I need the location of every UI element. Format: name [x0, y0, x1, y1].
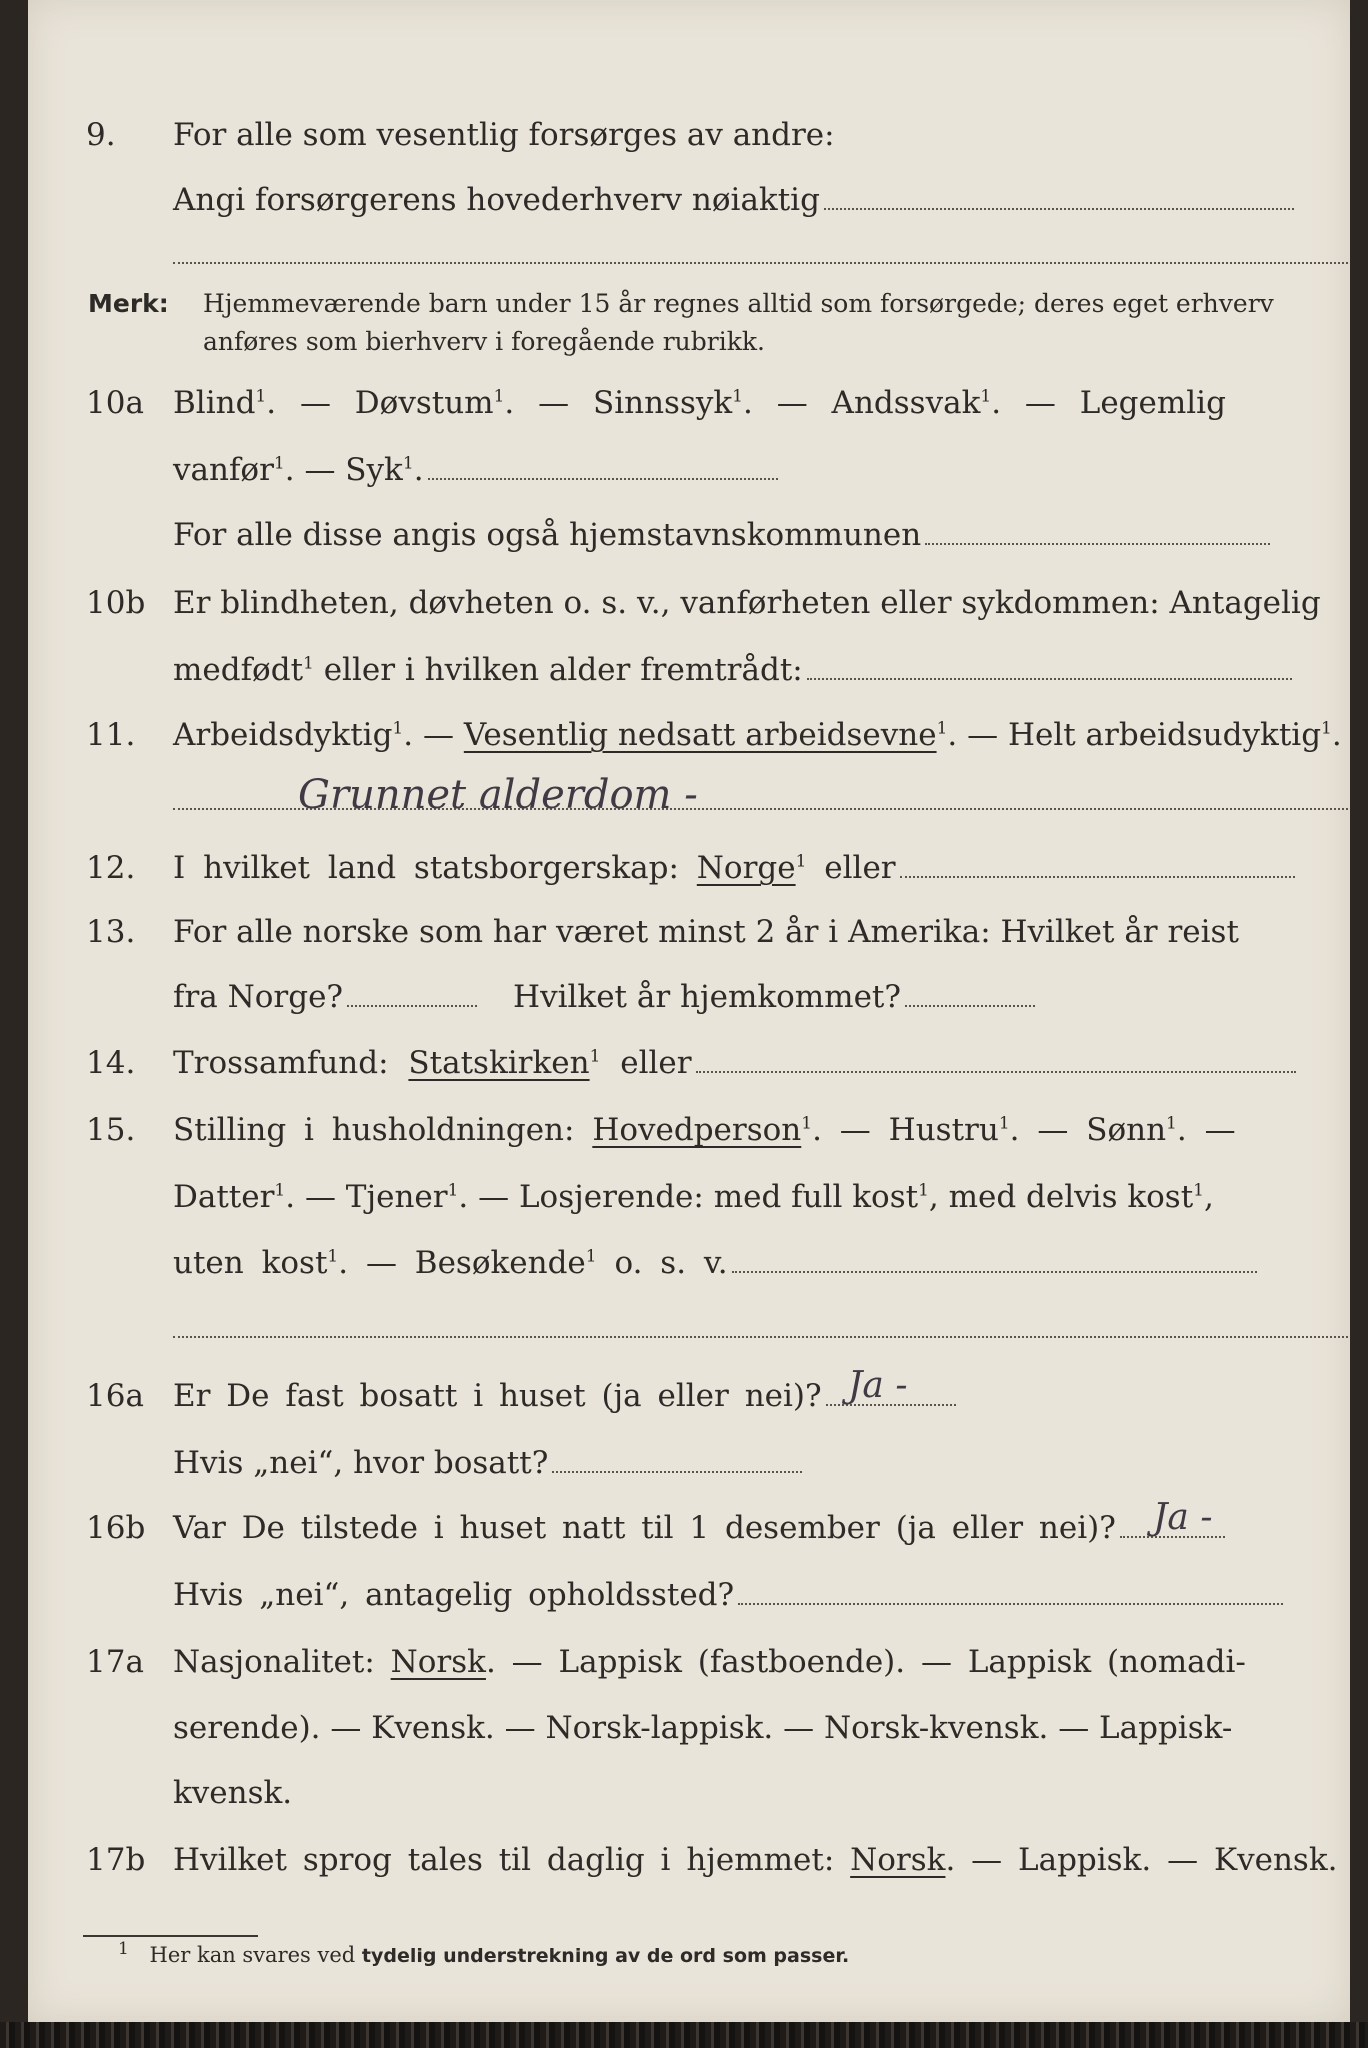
q16a-number: 16a [86, 1378, 144, 1414]
q17a-question: Nasjonalitet: [173, 1644, 391, 1680]
footnote-text-bold: tydelig understrekning av de ord som passer. [361, 1945, 850, 1967]
footnote-mark: 1 [801, 1113, 813, 1134]
footnote-mark: 1 [392, 718, 404, 739]
q14-eller: eller [600, 1045, 692, 1081]
q12-eller: eller [806, 850, 896, 886]
q15-osv: o. s. v. [596, 1245, 728, 1281]
footnote-mark: 1 [274, 1180, 286, 1201]
footnote-mark: 1 [447, 1180, 459, 1201]
footnote-mark: 1 [585, 1246, 597, 1267]
q12-answer-field[interactable] [900, 866, 1295, 878]
q16b-handwritten-answer: Ja - [1153, 1497, 1213, 1538]
option-vesentlig-nedsatt-selected: Vesentlig nedsatt arbeidsevne [463, 717, 937, 753]
q13-year-returned-field[interactable] [905, 995, 1035, 1007]
punct: . [413, 452, 424, 488]
footnote-mark: 1 [998, 1113, 1010, 1134]
footnote-mark: 1 [493, 386, 505, 407]
punct: , [1204, 1179, 1214, 1215]
footnote-mark: 1 [303, 653, 314, 674]
option-statskirken-selected: Statskirken [408, 1045, 590, 1081]
q14-number: 14. [86, 1045, 136, 1081]
q10b-age-question: eller i hvilken alder fremtrådt: [313, 652, 803, 688]
footnote-mark: 1 [402, 453, 414, 474]
footnote-mark: 1 [732, 386, 743, 407]
scan-edge-strip [0, 2022, 1368, 2048]
census-form-page [28, 0, 1350, 2022]
option-dovstum: . — Døvstum [266, 385, 494, 421]
q11-handwritten-answer: Grunnet alderdom - [298, 772, 698, 818]
option-blind: Blind [173, 385, 256, 421]
q14-answer-field[interactable] [696, 1061, 1296, 1073]
q9-number: 9. [86, 117, 116, 153]
q16b-number: 16b [86, 1510, 146, 1546]
q13-year-left-field[interactable] [347, 995, 477, 1007]
option-hustru: . — Hustru [812, 1112, 999, 1148]
option-sinnssyk: . — Sinnssyk [504, 385, 733, 421]
q11-number: 11. [86, 717, 136, 753]
q16a-where: Hvis „nei“, hvor bosatt? [173, 1445, 549, 1481]
q10b-question: Er blindheten, døvheten o. s. v., vanførheten eller sykdommen: Antagelig [173, 585, 1321, 621]
footnote-mark: 1 [255, 386, 267, 407]
q16a-where-field[interactable] [552, 1461, 802, 1473]
option-sonn: . — Sønn [1009, 1112, 1167, 1148]
option-arbeidsdyktig: Arbeidsdyktig [173, 717, 393, 753]
option-legemlig: . — Legemlig [991, 385, 1226, 421]
option-delvis-kost: , med delvis kost [928, 1179, 1194, 1215]
q17a-options: . — Lappisk (fastboende). — Lappisk (nomadi- [485, 1644, 1246, 1680]
q10a-home-municipality: For alle disse angis også hjemstavnskommunen [173, 517, 922, 553]
q9-answer-field[interactable] [824, 198, 1294, 210]
option-full-kost: . — Losjerende: med full kost [458, 1179, 919, 1215]
option-andssvak: . — Andssvak [743, 385, 981, 421]
option-datter: Datter [173, 1179, 275, 1215]
option-norsk-language-selected: Norsk [850, 1842, 946, 1878]
option-vanfor: vanfør [173, 452, 274, 488]
footnote-text: Her kan svares ved [149, 1943, 362, 1967]
q13-question: For alle norske som har været minst 2 år i Amerika: Hvilket år reist [173, 914, 1239, 950]
merk-line1: Hjemmeværende barn under 15 år regnes alltid som forsørgede; deres eget erhverv [203, 289, 1274, 318]
option-uten-kost: uten kost [173, 1245, 328, 1281]
q10a-answer-field[interactable] [428, 468, 778, 480]
option-helt-arbeidsudyktig: . — Helt arbeidsudyktig [947, 717, 1322, 753]
q15-number: 15. [86, 1112, 136, 1148]
option-besokende: . — Besøkende [338, 1245, 586, 1281]
footnote-mark: 1 [918, 1180, 929, 1201]
q17b-number: 17b [86, 1842, 146, 1878]
q17b-question: Hvilket sprog tales til daglig i hjemmet: [173, 1842, 851, 1878]
q13-year-left: fra Norge? [173, 979, 344, 1015]
footnote-mark: 1 [795, 851, 807, 872]
q12-number: 12. [86, 850, 136, 886]
q17a-number: 17a [86, 1644, 144, 1680]
footnote-mark: 1 [1193, 1180, 1204, 1201]
q16b-whereabouts-field[interactable] [738, 1593, 1283, 1605]
footnote-mark: 1 [327, 1246, 339, 1267]
q15-answer-field[interactable] [732, 1261, 1257, 1273]
option-norsk-selected: Norsk [390, 1644, 486, 1680]
q16b-whereabouts: Hvis „nei“, antagelig opholdssted? [173, 1577, 735, 1613]
footnote-mark: 1 [936, 718, 948, 739]
option-hovedperson-selected: Hovedperson [592, 1112, 802, 1148]
q12-question: I hvilket land statsborgerskap: [173, 850, 697, 886]
q15-answer-line2[interactable] [173, 1336, 1348, 1338]
footnote-mark: 1 [1321, 718, 1332, 739]
merk-line2: anføres som bierhverv i foregående rubrikk. [203, 327, 765, 356]
q16a-question: Er De fast bosatt i huset (ja eller nei)? [173, 1378, 822, 1414]
punct: . — [403, 717, 464, 753]
q9-provider-occupation: Angi forsørgerens hovederhverv nøiaktig [173, 182, 820, 218]
q17b-options: . — Lappisk. — Kvensk. [945, 1842, 1338, 1878]
option-medfodt: medfødt [173, 652, 304, 688]
option-tjener-losjerende: . — Tjener [285, 1179, 448, 1215]
q14-question: Trossamfund: [173, 1045, 409, 1081]
punct: . [1331, 717, 1342, 753]
q10b-number: 10b [86, 585, 146, 621]
q15-question: Stilling i husholdningen: [173, 1112, 593, 1148]
footnote [118, 1939, 850, 1967]
q10b-answer-field[interactable] [807, 668, 1292, 680]
q17a-options-2: serende). — Kvensk. — Norsk-lappisk. — Norsk-kvensk. — Lappisk- [173, 1710, 1233, 1746]
footnote-mark: 1 [589, 1046, 601, 1067]
q16a-handwritten-answer: Ja - [848, 1365, 908, 1406]
q17a-options-3: kvensk. [173, 1775, 293, 1811]
q10a-municipality-field[interactable] [925, 533, 1270, 545]
q13-number: 13. [86, 914, 136, 950]
option-syk: . — Syk [284, 452, 403, 488]
q9-answer-line2[interactable] [173, 262, 1348, 264]
q16b-question: Var De tilstede i huset natt til 1 desember (ja eller nei)? [173, 1510, 1116, 1546]
footnote-mark: 1 [980, 386, 992, 407]
footnote-mark: 1 [273, 453, 285, 474]
footnote-mark: 1 [118, 1939, 129, 1959]
footnote-mark: 1 [1166, 1113, 1177, 1134]
footnote-divider [83, 1935, 258, 1937]
option-norge-selected: Norge [696, 850, 796, 886]
q10a-number: 10a [86, 385, 144, 421]
q13-year-returned: Hvilket år hjemkommet? [513, 979, 902, 1015]
q9-question: For alle som vesentlig forsørges av andre: [173, 117, 835, 153]
punct: . — [1176, 1112, 1236, 1148]
merk-label: Merk: [88, 289, 169, 318]
